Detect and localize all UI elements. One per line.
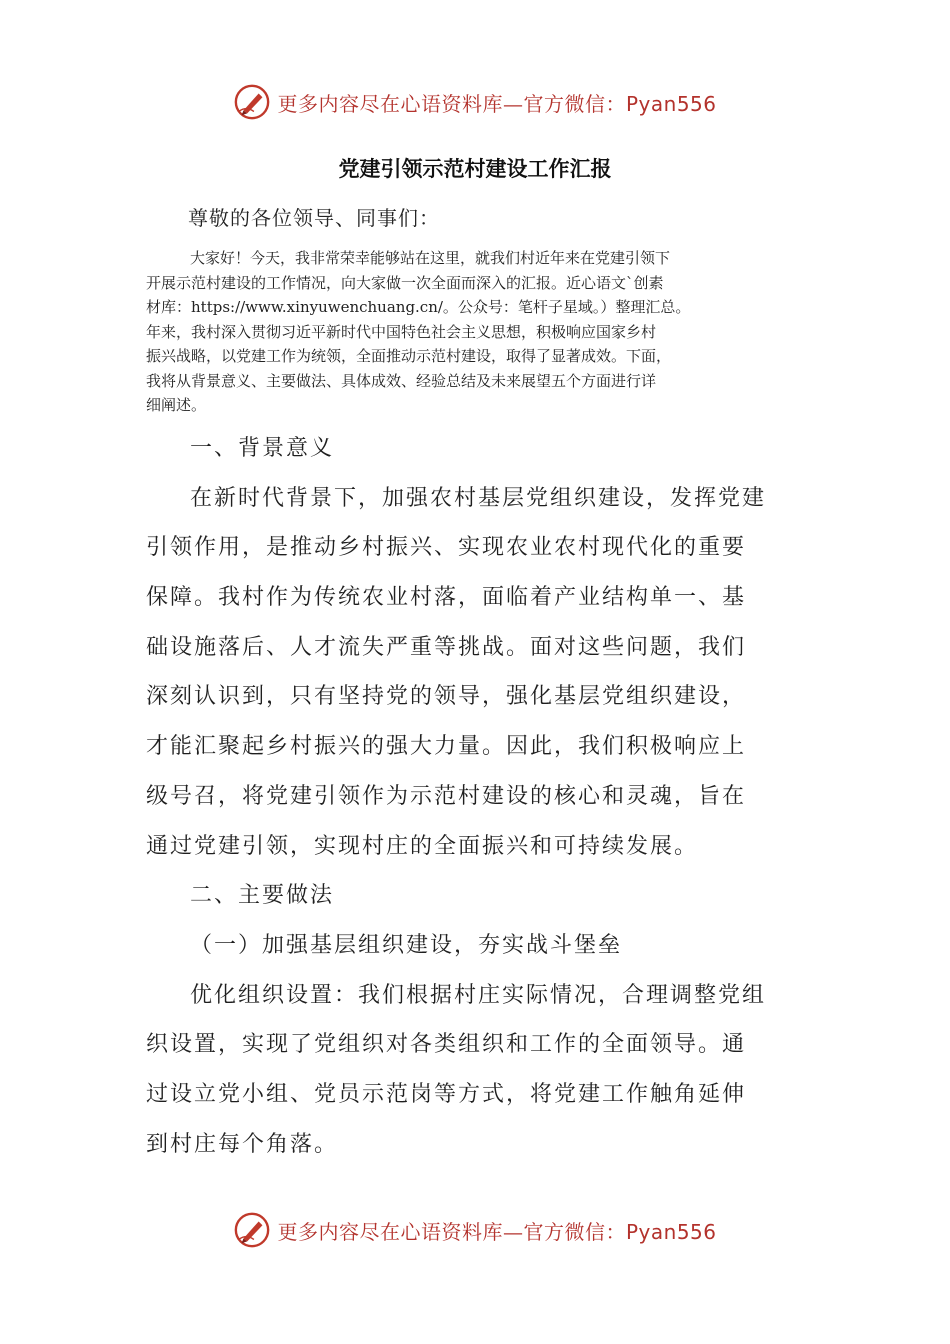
document-body: [146, 424, 816, 1169]
subsection-heading: （一）加强基层组织建设，夯实战斗堡垒: [190, 932, 623, 958]
intro-line: 振兴战略，以党建工作为统领，全面推动示范村建设，取得了显著成效。下面，: [146, 347, 672, 365]
paragraph-line: 过设立党小组、党员示范岗等方式，将党建工作触角延伸: [146, 1081, 747, 1107]
greeting: 尊敬的各位领导、同事们：: [188, 206, 440, 230]
wechat-id: Pyan556: [625, 1219, 717, 1244]
intro-line: 我将从背景意义、主要做法、具体成效、经验总结及未来展望五个方面进行详: [146, 371, 657, 390]
watermark-text: 更多内容尽在心语资料库—官方微信：Pyan556: [277, 1219, 717, 1244]
section-heading: 一、背景意义: [190, 436, 335, 461]
intro-line: 年来，我村深入贯彻习近平新时代中国特色社会主义思想，积极响应国家乡村: [146, 322, 657, 341]
watermark-banner-bottom: [0, 1210, 950, 1250]
paragraph-line: 织设置，实现了党组织对各类组织和工作的全面领导。通: [146, 1032, 747, 1058]
paragraph-line: 优化组织设置：我们根据村庄实际情况，合理调整党组: [190, 982, 767, 1008]
intro-line: 细阐述。: [146, 396, 207, 414]
paragraph-line: 保障。我村作为传统农业村落，面临着产业结构单一、基: [146, 585, 747, 611]
pen-logo-icon: [233, 83, 271, 121]
document-title: 党建引领示范村建设工作汇报: [338, 156, 612, 181]
paragraph-line: 引领作用，是推动乡村振兴、实现农业农村现代化的重要: [146, 535, 747, 561]
intro-line: 材库：https://www.xinyuwenchuang.cn/。公众号：笔杆子星域。）整理汇总。: [146, 298, 691, 316]
paragraph-line: 到村庄每个角落。: [146, 1131, 339, 1157]
watermark-text: 更多内容尽在心语资料库—官方微信：Pyan556: [277, 91, 717, 116]
paragraph-line: 在新时代背景下，加强农村基层党组织建设，发挥党建: [190, 485, 767, 511]
paragraph-line: 级号召，将党建引领作为示范村建设的核心和灵魂，旨在: [146, 783, 747, 809]
intro-line: 大家好！今天，我非常荣幸能够站在这里，就我们村近年来在党建引领下: [190, 249, 671, 267]
paragraph-line: 础设施落后、人才流失严重等挑战。面对这些问题，我们: [146, 634, 747, 660]
paragraph-line: 通过党建引领，实现村庄的全面振兴和可持续发展。: [146, 833, 699, 859]
section-heading: 二、主要做法: [190, 883, 335, 909]
watermark-banner-top: [0, 82, 950, 122]
paragraph-line: 才能汇聚起乡村振兴的强大力量。因此，我们积极响应上: [146, 734, 747, 760]
intro-paragraph: [146, 246, 806, 418]
intro-line: 开展示范村建设的工作情况，向大家做一次全面而深入的汇报。近心语文`创素: [146, 273, 664, 292]
pen-logo-icon: [233, 1211, 271, 1249]
paragraph-line: 深刻认识到，只有坚持党的领导，强化基层党组织建设，: [146, 684, 747, 710]
wechat-id: Pyan556: [625, 91, 717, 116]
